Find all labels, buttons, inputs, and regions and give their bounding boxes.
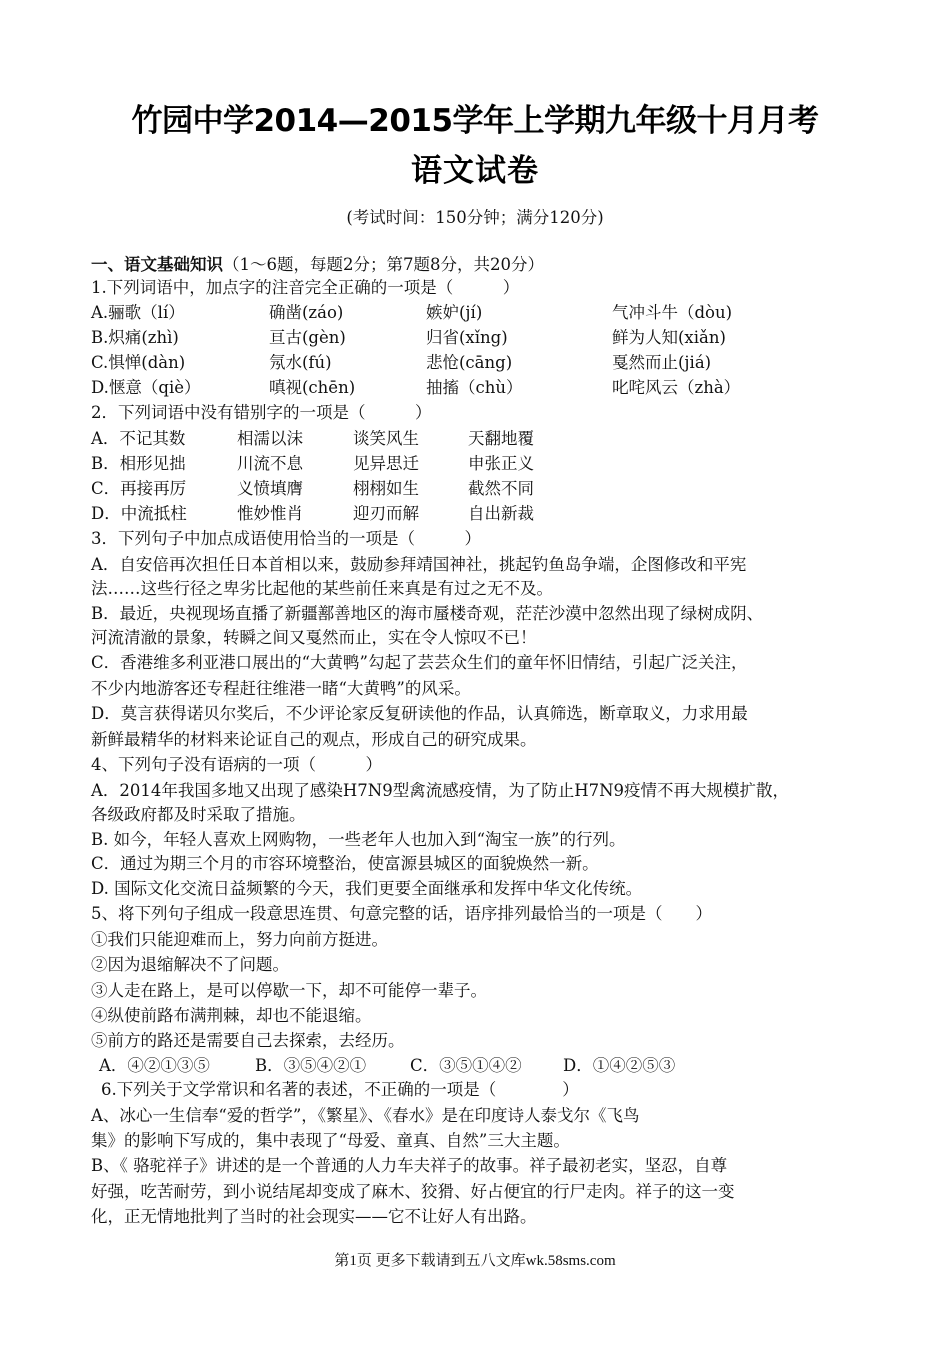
q1-option-row bbox=[91, 302, 891, 324]
q2-cell: C．再接再厉 bbox=[91, 479, 187, 498]
q3-text-line: 不少内地游客还专程赶往维港一睹“大黄鸭”的风采。 bbox=[91, 679, 471, 698]
q1-cell: 确凿(záo) bbox=[269, 303, 344, 322]
q1-cell: 抽搐（chù） bbox=[426, 378, 523, 397]
q2-cell: 天翻地覆 bbox=[468, 429, 534, 448]
q2-option-row bbox=[91, 428, 891, 450]
q2-cell: 惟妙惟肖 bbox=[237, 504, 303, 523]
q5-sentence: ⑤前方的路还是需要自己去探索，去经历。 bbox=[91, 1031, 405, 1050]
q2-cell: D．中流抵柱 bbox=[91, 504, 187, 523]
page-footer: 第1页 更多下载请到五八文库wk.58sms.com bbox=[334, 1253, 616, 1269]
q1-cell: 亘古(gèn) bbox=[269, 328, 346, 347]
q1-cell: 叱咤风云（zhà） bbox=[612, 378, 741, 397]
question-1-stem: 1.下列词语中，加点字的注音完全正确的一项是（ ） bbox=[91, 278, 520, 297]
q6-text-line: A、冰心一生信奉“爱的哲学”，《繁星》、《春水》是在印度诗人泰戈尔《飞鸟 bbox=[91, 1106, 640, 1125]
q2-cell: 相濡以沫 bbox=[237, 429, 303, 448]
question-2-stem: 2．下列词语中没有错别字的一项是（ ） bbox=[91, 403, 432, 422]
q2-option-row bbox=[91, 503, 891, 525]
q1-cell: 鲜为人知(xiǎn) bbox=[612, 328, 726, 347]
q5-sentence: ④纵使前路布满荆棘，却也不能退缩。 bbox=[91, 1006, 372, 1025]
q2-cell: 申张正义 bbox=[468, 454, 534, 473]
q1-option-row bbox=[91, 327, 891, 349]
question-5-stem: 5、将下列句子组成一段意思连贯、句意完整的话，语序排列最恰当的一项是（ ） bbox=[91, 904, 712, 923]
q2-cell: B．相形见拙 bbox=[91, 454, 186, 473]
q2-cell: 见异思迁 bbox=[353, 454, 419, 473]
q3-text-line: A．自安倍再次担任日本首相以来，鼓励参拜靖国神社，挑起钓鱼岛争端，企图修改和平宪 bbox=[91, 555, 747, 574]
q2-cell: 自出新裁 bbox=[468, 504, 534, 523]
q2-option-row bbox=[91, 453, 891, 475]
q1-cell: 气冲斗牛（dòu) bbox=[612, 303, 733, 322]
section-title: 一、语文基础知识 bbox=[91, 255, 223, 274]
exam-subtitle: 语文试卷 bbox=[411, 153, 539, 189]
q4-text-line: B. 如今，年轻人喜欢上网购物，一些老年人也加入到“淘宝一族”的行列。 bbox=[91, 830, 626, 849]
section-note: （1～6题，每题2分；第7题8分，共20分） bbox=[223, 255, 544, 274]
q5-option: A．④②①③⑤ bbox=[99, 1056, 210, 1075]
q1-cell: 戛然而止(jiá) bbox=[612, 353, 712, 372]
question-4-stem: 4、下列句子没有语病的一项（ ） bbox=[91, 755, 382, 774]
exam-info: (考试时间：150分钟；满分120分) bbox=[346, 208, 604, 227]
q2-cell: A．不记其数 bbox=[91, 429, 186, 448]
q3-text-line: D．莫言获得诺贝尔奖后，不少评论家反复研读他的作品，认真筛选，断章取义，力求用最 bbox=[91, 704, 748, 723]
q5-sentence: ③人走在路上，是可以停歇一下，却不可能停一辈子。 bbox=[91, 981, 487, 1000]
q2-cell: 栩栩如生 bbox=[353, 479, 419, 498]
question-6-stem: 6.下列关于文学常识和名著的表述，不正确的一项是（ ） bbox=[101, 1080, 579, 1099]
q1-option-row bbox=[91, 352, 891, 374]
q1-cell: 嗔视(chēn) bbox=[269, 378, 356, 397]
q2-cell: 截然不同 bbox=[468, 479, 534, 498]
q6-text-line: 好强，吃苦耐劳，到小说结尾却变成了麻木、狡猾、好占便宜的行尸走肉。祥子的这一变 bbox=[91, 1182, 735, 1201]
q4-text-line: 各级政府都及时采取了措施。 bbox=[91, 805, 306, 824]
q6-text-line: 化，正无情地批判了当时的社会现实——它不让好人有出路。 bbox=[91, 1207, 537, 1226]
q5-option-row bbox=[99, 1055, 899, 1077]
q2-cell: 义愤填膺 bbox=[237, 479, 303, 498]
q1-option-row bbox=[91, 377, 891, 399]
q5-option: D．①④②⑤③ bbox=[563, 1056, 676, 1075]
q1-cell: 悲怆(cāng) bbox=[426, 353, 513, 372]
section-heading bbox=[91, 254, 544, 276]
q6-text-line: B、《 骆驼祥子》讲述的是一个普通的人力车夫祥子的故事。祥子最初老实，坚忍，自尊 bbox=[91, 1156, 728, 1175]
q4-text-line: A．2014年我国多地又出现了感染H7N9型禽流感疫情，为了防止H7N9疫情不再大规模扩散， bbox=[91, 781, 790, 800]
q5-sentence: ①我们只能迎难而上，努力向前方挺进。 bbox=[91, 930, 388, 949]
q2-cell: 迎刃而解 bbox=[353, 504, 419, 523]
exam-title: 竹园中学2014—2015学年上学期九年级十月月考 bbox=[131, 103, 819, 139]
q4-text-line: C．通过为期三个月的市容环境整治，使富源县城区的面貌焕然一新。 bbox=[91, 854, 599, 873]
q1-cell: 嫉妒(jí) bbox=[426, 303, 483, 322]
q3-text-line: 河流清澈的景象，转瞬之间又戛然而止，实在令人惊叹不已！ bbox=[91, 628, 537, 647]
q1-cell: A.骊歌（lí） bbox=[91, 303, 185, 322]
q3-text-line: 新鲜最精华的材料来论证自己的观点，形成自己的研究成果。 bbox=[91, 730, 537, 749]
q6-text-line: 集》的影响下写成的，集中表现了“母爱、童真、自然”三大主题。 bbox=[91, 1131, 570, 1150]
q1-cell: D.惬意（qiè） bbox=[91, 378, 201, 397]
q1-cell: C.惧惮(dàn) bbox=[91, 353, 186, 372]
q1-cell: 氖水(fú) bbox=[269, 353, 332, 372]
q2-cell: 谈笑风生 bbox=[353, 429, 419, 448]
q5-sentence: ②因为退缩解决不了问题。 bbox=[91, 955, 289, 974]
q1-cell: B.炽痛(zhì) bbox=[91, 328, 179, 347]
q3-text-line: C．香港维多利亚港口展出的“大黄鸭”勾起了芸芸众生们的童年怀旧情结，引起广泛关注， bbox=[91, 653, 748, 672]
q2-option-row bbox=[91, 478, 891, 500]
question-3-stem: 3．下列句子中加点成语使用恰当的一项是（ ） bbox=[91, 529, 481, 548]
q1-cell: 归省(xǐng) bbox=[426, 328, 508, 347]
q2-cell: 川流不息 bbox=[237, 454, 303, 473]
q3-text-line: B．最近，央视现场直播了新疆鄯善地区的海市蜃楼奇观，茫茫沙漠中忽然出现了绿树成阴、 bbox=[91, 604, 764, 623]
q5-option: C．③⑤①④② bbox=[410, 1056, 522, 1075]
q3-text-line: 法……这些行径之卑劣比起他的某些前任来真是有过之无不及。 bbox=[91, 579, 553, 598]
q5-option: B．③⑤④②① bbox=[255, 1056, 367, 1075]
q4-text-line: D. 国际文化交流日益频繁的今天，我们更要全面继承和发挥中华文化传统。 bbox=[91, 879, 643, 898]
